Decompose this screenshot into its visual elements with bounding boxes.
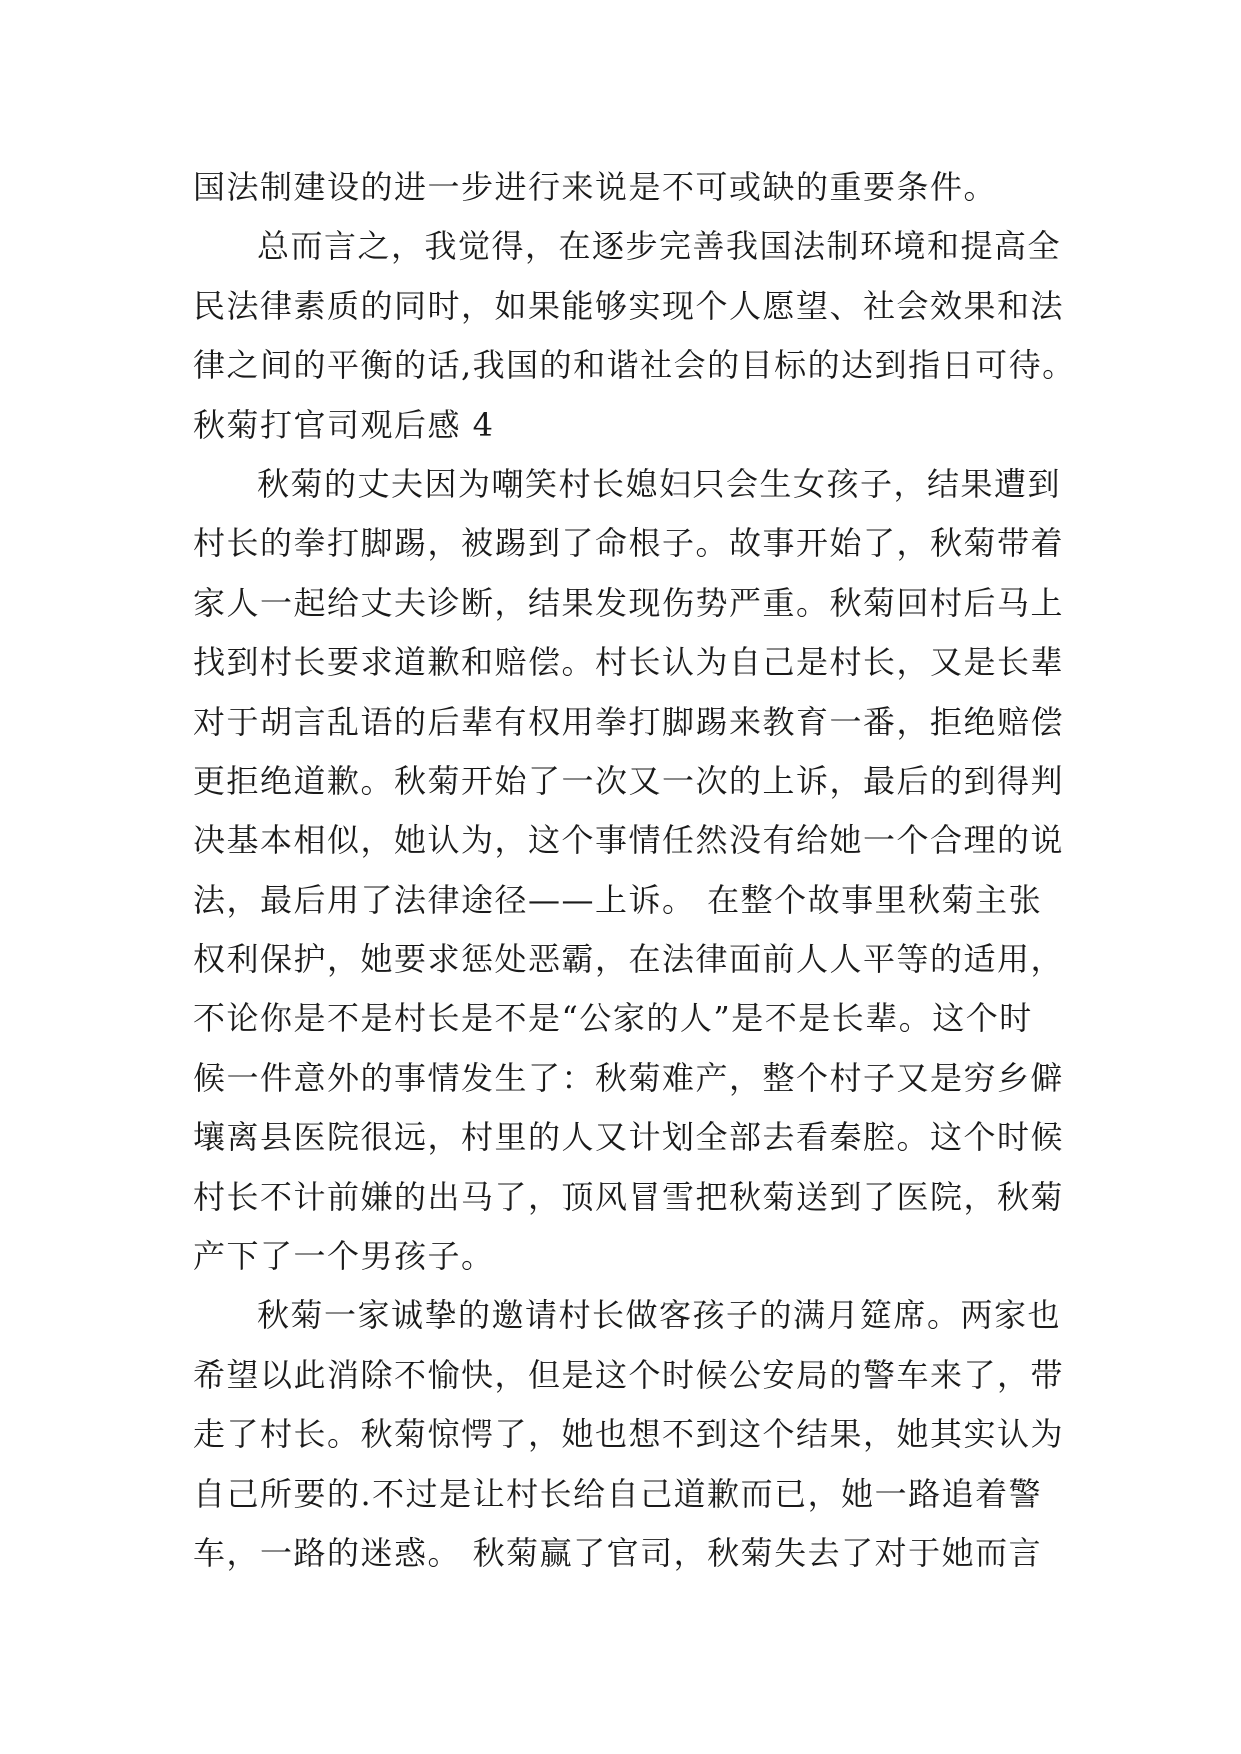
text-line: 律之间的平衡的话,我国的和谐社会的目标的达到指日可待。	[193, 346, 1076, 385]
text-line: 走了村长。秋菊惊愕了，她也想不到这个结果，她其实认为	[193, 1415, 1065, 1454]
text-line: 不论你是不是村长是不是“公家的人”是不是长辈。这个时	[193, 999, 1033, 1038]
text-line: 决基本相似，她认为，这个事情任然没有给她一个合理的说	[193, 821, 1065, 860]
text-line: 希望以此消除不愉快，但是这个时候公安局的警车来了，带	[193, 1355, 1065, 1394]
text-line: 产下了一个男孩子。	[193, 1237, 495, 1276]
text-line: 秋菊的丈夫因为嘲笑村长媳妇只会生女孩子，结果遭到	[257, 464, 1062, 503]
text-line: 法，最后用了法律途径——上诉。 在整个故事里秋菊主张	[193, 880, 1043, 919]
document-body	[193, 158, 1076, 1583]
text-line: 秋菊一家诚挚的邀请村长做客孩子的满月筵席。两家也	[257, 1296, 1062, 1335]
text-line: 家人一起给丈夫诊断，结果发现伤势严重。秋菊回村后马上	[193, 583, 1065, 622]
text-line: 秋菊打官司观后感 4	[193, 405, 495, 444]
text-line: 更拒绝道歉。秋菊开始了一次又一次的上诉，最后的到得判	[193, 761, 1065, 800]
text-line: 总而言之，我觉得，在逐步完善我国法制环境和提高全	[257, 227, 1062, 266]
text-line: 自己所要的.不过是让村长给自己道歉而已，她一路追着警	[193, 1474, 1043, 1513]
text-line: 权利保护，她要求惩处恶霸，在法律面前人人平等的适用，	[193, 940, 1065, 979]
text-line: 壤离县医院很远，村里的人又计划全部去看秦腔。这个时候	[193, 1118, 1065, 1157]
text-line: 对于胡言乱语的后辈有权用拳打脚踢来教育一番，拒绝赔偿	[193, 702, 1065, 741]
text-line: 车，一路的迷惑。 秋菊赢了官司，秋菊失去了对于她而言	[193, 1533, 1043, 1572]
text-line: 找到村长要求道歉和赔偿。村长认为自己是村长，又是长辈	[193, 643, 1065, 682]
text-line: 国法制建设的进一步进行来说是不可或缺的重要条件。	[193, 168, 998, 206]
text-line: 候一件意外的事情发生了：秋菊难产，整个村子又是穷乡僻	[193, 1058, 1065, 1097]
text-line: 村长不计前嫌的出马了，顶风冒雪把秋菊送到了医院，秋菊	[193, 1177, 1065, 1216]
text-line: 民法律素质的同时，如果能够实现个人愿望、社会效果和法	[193, 286, 1065, 325]
text-line: 村长的拳打脚踢，被踢到了命根子。故事开始了，秋菊带着	[193, 524, 1065, 563]
